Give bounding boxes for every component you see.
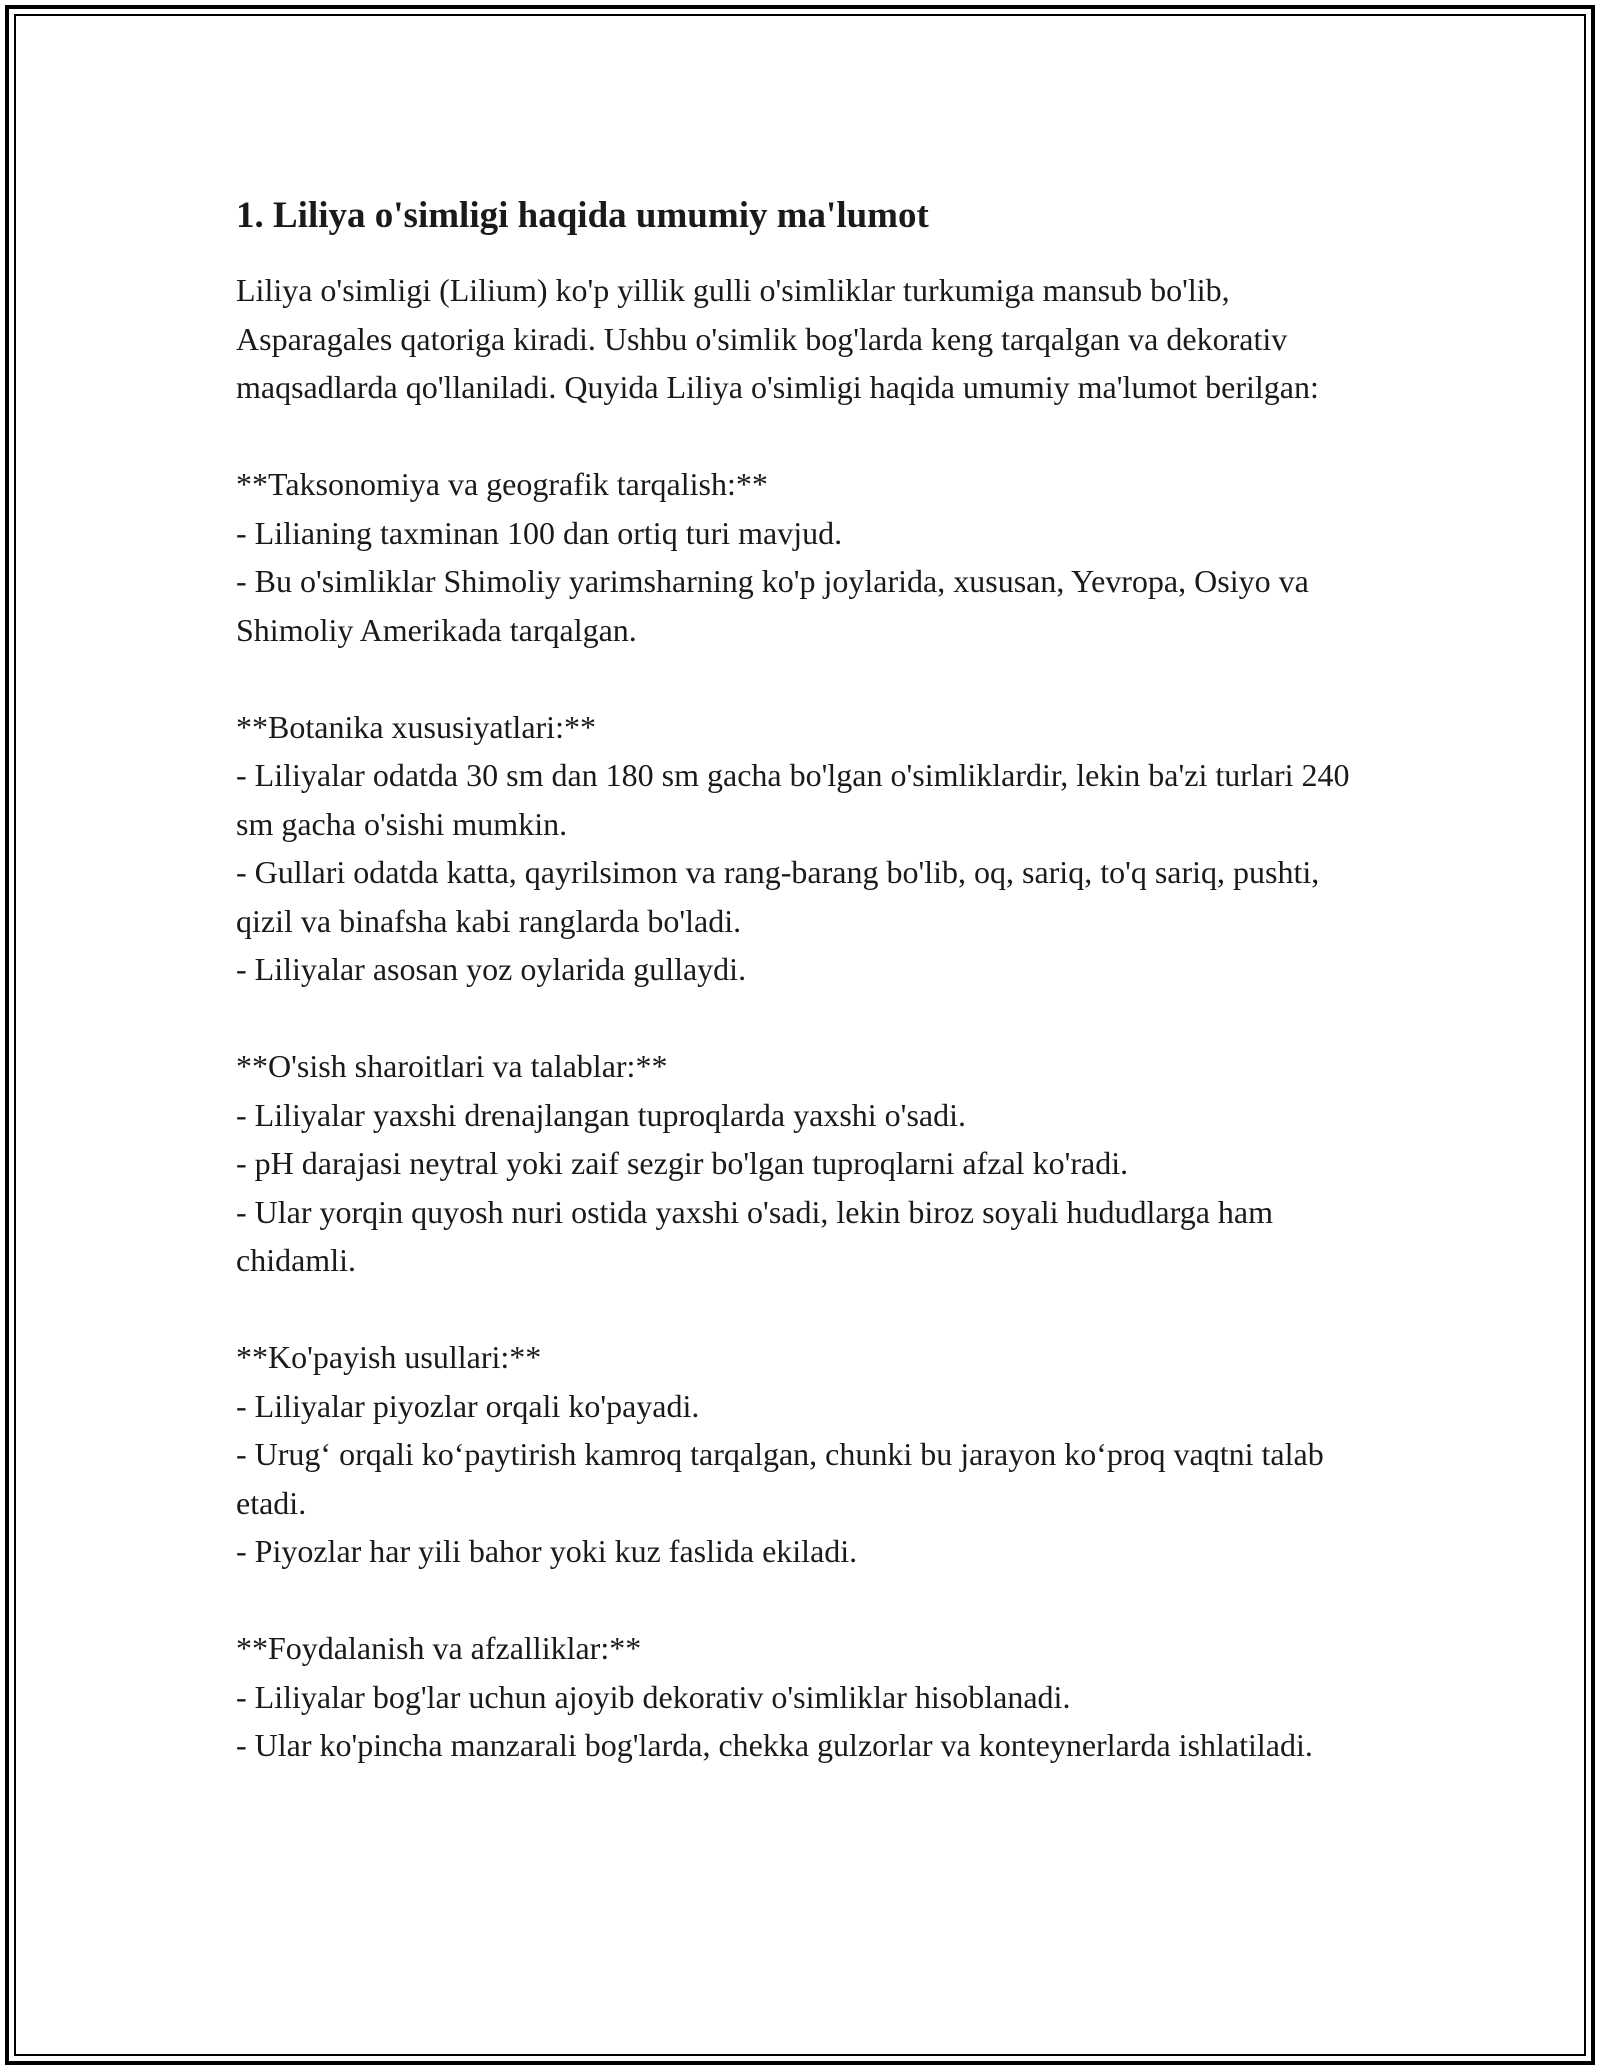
intro-paragraph: Liliya o'simligi (Lilium) ko'p yillik gulli o'simliklar turkumiga mansub bo'lib, Asparagales qatoriga kiradi. Ushbu o'simlik bog'larda keng tarqalgan va dekorativ maqsadlarda qo'llaniladi. Quyida Liliya o'simligi haqida umumiy ma'lumot berilgan: [236,272,1319,405]
section-heading: 1. Liliya o'simligi haqida umumiy ma'lumot [236,195,929,236]
list-item: - Lilianing taxminan 100 dan ortiq turi mavjud. [236,514,843,551]
list-item: - pH darajasi neytral yoki zaif sezgir bo'lgan tuproqlarni afzal ko'radi. [236,1145,1129,1181]
list-item: - Liliyalar piyozlar orqali ko'payadi. [236,1387,700,1424]
spacer [236,654,1366,703]
list-item: - Liliyalar odatda 30 sm dan 180 sm gacha bo'lgan o'simliklardir, lekin ba'zi turlari 240 sm gacha o'sishi mumkin. [236,757,1350,842]
section-title-propagation: **Ko'payish usullari:** [236,1339,542,1375]
list-item: - Gullari odatda katta, qayrilsimon va rang-barang bo'lib, oq, sariq, to'q sariq, pushti, qizil va binafsha kabi ranglarda bo'ladi. [236,854,1320,939]
spacer [236,1285,1366,1334]
section-title-growing-conditions: **O'sish sharoitlari va talablar:** [236,1048,668,1084]
document-body [236,190,1366,1770]
list-item: - Urug‘ orqali ko‘paytirish kamroq tarqalgan, chunki bu jarayon ko‘proq vaqtni talab etadi. [236,1436,1324,1521]
spacer [236,412,1366,461]
list-item: - Piyozlar har yili bahor yoki kuz faslida ekiladi. [236,1533,858,1569]
section-title-botany: **Botanika xususiyatlari:** [236,708,596,745]
list-item: - Ular yorqin quyosh nuri ostida yaxshi o'sadi, lekin biroz soyali hududlarga ham chidamli. [236,1193,1273,1278]
list-item: - Ular ko'pincha manzarali bog'larda, chekka gulzorlar va konteynerlarda ishlatiladi. [236,1727,1313,1763]
list-item: - Liliyalar bog'lar uchun ajoyib dekorativ o'simliklar hisoblanadi. [236,1678,1071,1715]
spacer [236,994,1366,1043]
list-item: - Liliyalar yaxshi drenajlangan tuproqlarda yaxshi o'sadi. [236,1096,966,1133]
spacer [236,1576,1366,1625]
section-title-uses: **Foydalanish va afzalliklar:** [236,1630,642,1666]
section-title-taxonomy: **Taksonomiya va geografik tarqalish:** [236,466,768,502]
list-item: - Liliyalar asosan yoz oylarida gullaydi. [236,951,747,987]
list-item: - Bu o'simliklar Shimoliy yarimsharning ko'p joylarida, xususan, Yevropa, Osiyo va Shimoliy Amerikada tarqalgan. [236,563,1309,648]
